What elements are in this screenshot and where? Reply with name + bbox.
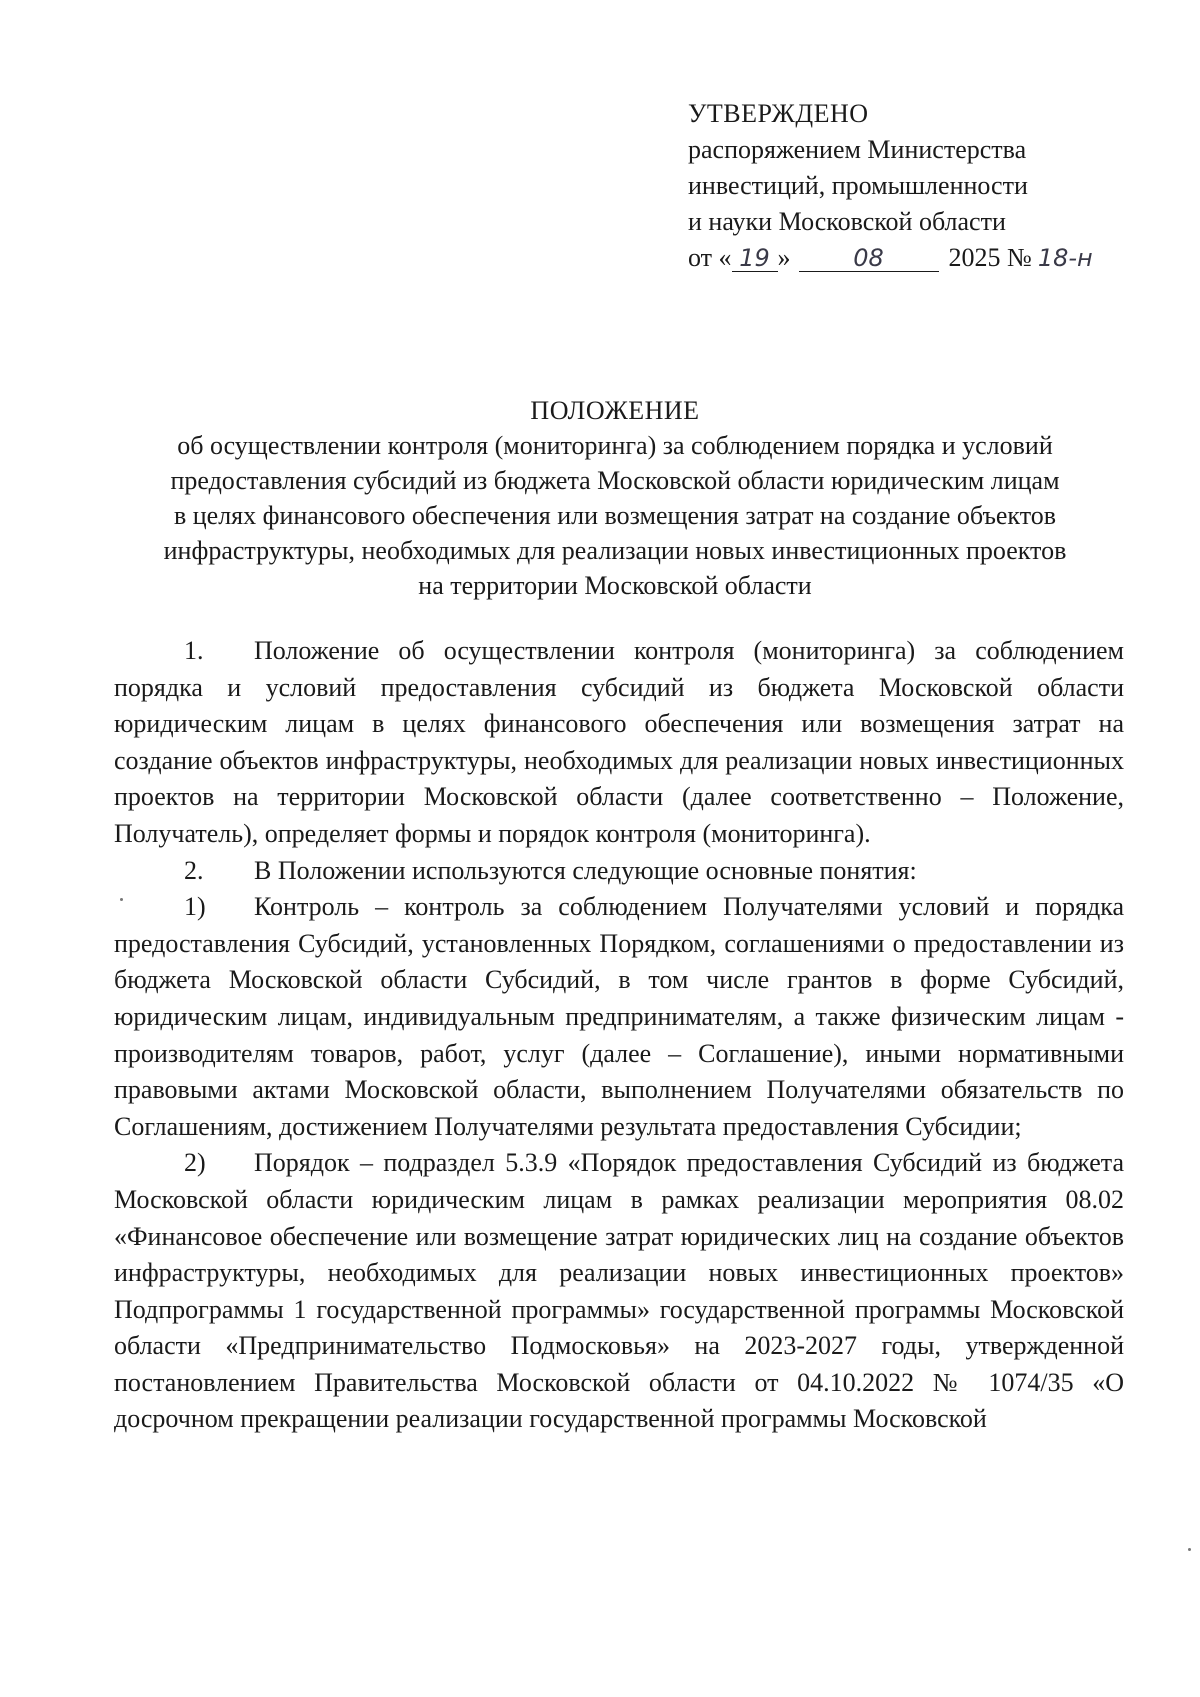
handwritten-number: 18-н	[1037, 244, 1093, 272]
date-prefix: от «	[688, 243, 732, 272]
paragraph-2	[114, 853, 1124, 890]
paragraph-1	[114, 633, 1124, 853]
title-line: на территории Московской области	[418, 571, 812, 600]
title-line: об осуществлении контроля (мониторинга) за соблюдением порядка и условий	[177, 431, 1053, 460]
approval-line-3: и науки Московской области	[688, 207, 1006, 236]
handwritten-day: 19	[732, 245, 778, 272]
subitem-number: 2)	[184, 1148, 206, 1178]
approval-heading: УТВЕРЖДЕНО	[688, 99, 869, 128]
paragraph-number: 2.	[184, 855, 204, 885]
paragraph-number: 1.	[184, 636, 204, 665]
approval-line-1: распоряжением Министерства	[688, 135, 1027, 164]
paragraph-text: Положение об осуществлении контроля (мониторинга) за соблюдением порядка и условий предоставления субсидий из бюджета Московской области юридическим лицам в целях финансового обеспечения или возмещения затрат на создание объектов инфраструктуры, необходимых для реализации новых инвестиционных проектов на территории Московской области (далее соответственно – Положение, Получатель), определяет формы и порядок контроля (мониторинга).	[114, 636, 1124, 848]
title-line: предоставления субсидий из бюджета Московской области юридическим лицам	[170, 466, 1060, 495]
subitem-text: Порядок – подраздел 5.3.9 «Порядок предоставления Субсидий из бюджета Московской области юридическим лицам в рамках реализации мероприятия 08.02 «Финансовое обеспечение или возмещение затрат юридических лиц на создание объектов инфраструктуры, необходимых для реализации новых инвестиционных проектов» Подпрограммы 1 государственной программы» государственной программы Московской области «Предпринимательство Подмосковья» на 2023-2027 годы, утвержденной постановлением Правительства Московской области от 04.10.2022 № 1074/35 «О досрочном прекращении реализации государственной программы Московской	[114, 1148, 1124, 1434]
scan-speck	[120, 898, 123, 901]
document-title: ПОЛОЖЕНИЕ	[530, 396, 700, 425]
subitem-number: 1)	[184, 892, 206, 922]
subitem-2	[114, 1145, 1124, 1438]
title-line: в целях финансового обеспечения или возмещения затрат на создание объектов	[173, 501, 1057, 530]
scan-speck	[1188, 1548, 1191, 1551]
date-mid: »	[777, 243, 791, 272]
handwritten-month: 08	[799, 245, 939, 272]
document-body	[114, 633, 1124, 1438]
date-year: 2025 №	[948, 243, 1032, 272]
approval-line-2: инвестиций, промышленности	[688, 171, 1028, 200]
subitem-1	[114, 889, 1124, 1145]
title-line: инфраструктуры, необходимых для реализации новых инвестиционных проектов	[163, 536, 1067, 565]
document-title-block	[110, 393, 1120, 603]
subitem-text: Контроль – контроль за соблюдением Получателями условий и порядка предоставления Субсидий, установленных Порядком, соглашениями о предоставлении из бюджета Московской области Субсидий, в том числе грантов в форме Субсидий, юридическим лицам, индивидуальным предпринимателям, а также физическим лицам - производителям товаров, работ, услуг (далее – Соглашение), иными нормативными правовыми актами Московской области, выполнением Получателями обязательств по Соглашениям, достижением Получателями результата предоставления Субсидии;	[114, 892, 1124, 1141]
paragraph-text: В Положении используются следующие основные понятия:	[254, 855, 917, 885]
approval-stamp	[688, 96, 1116, 276]
approval-date-line	[688, 240, 1116, 276]
